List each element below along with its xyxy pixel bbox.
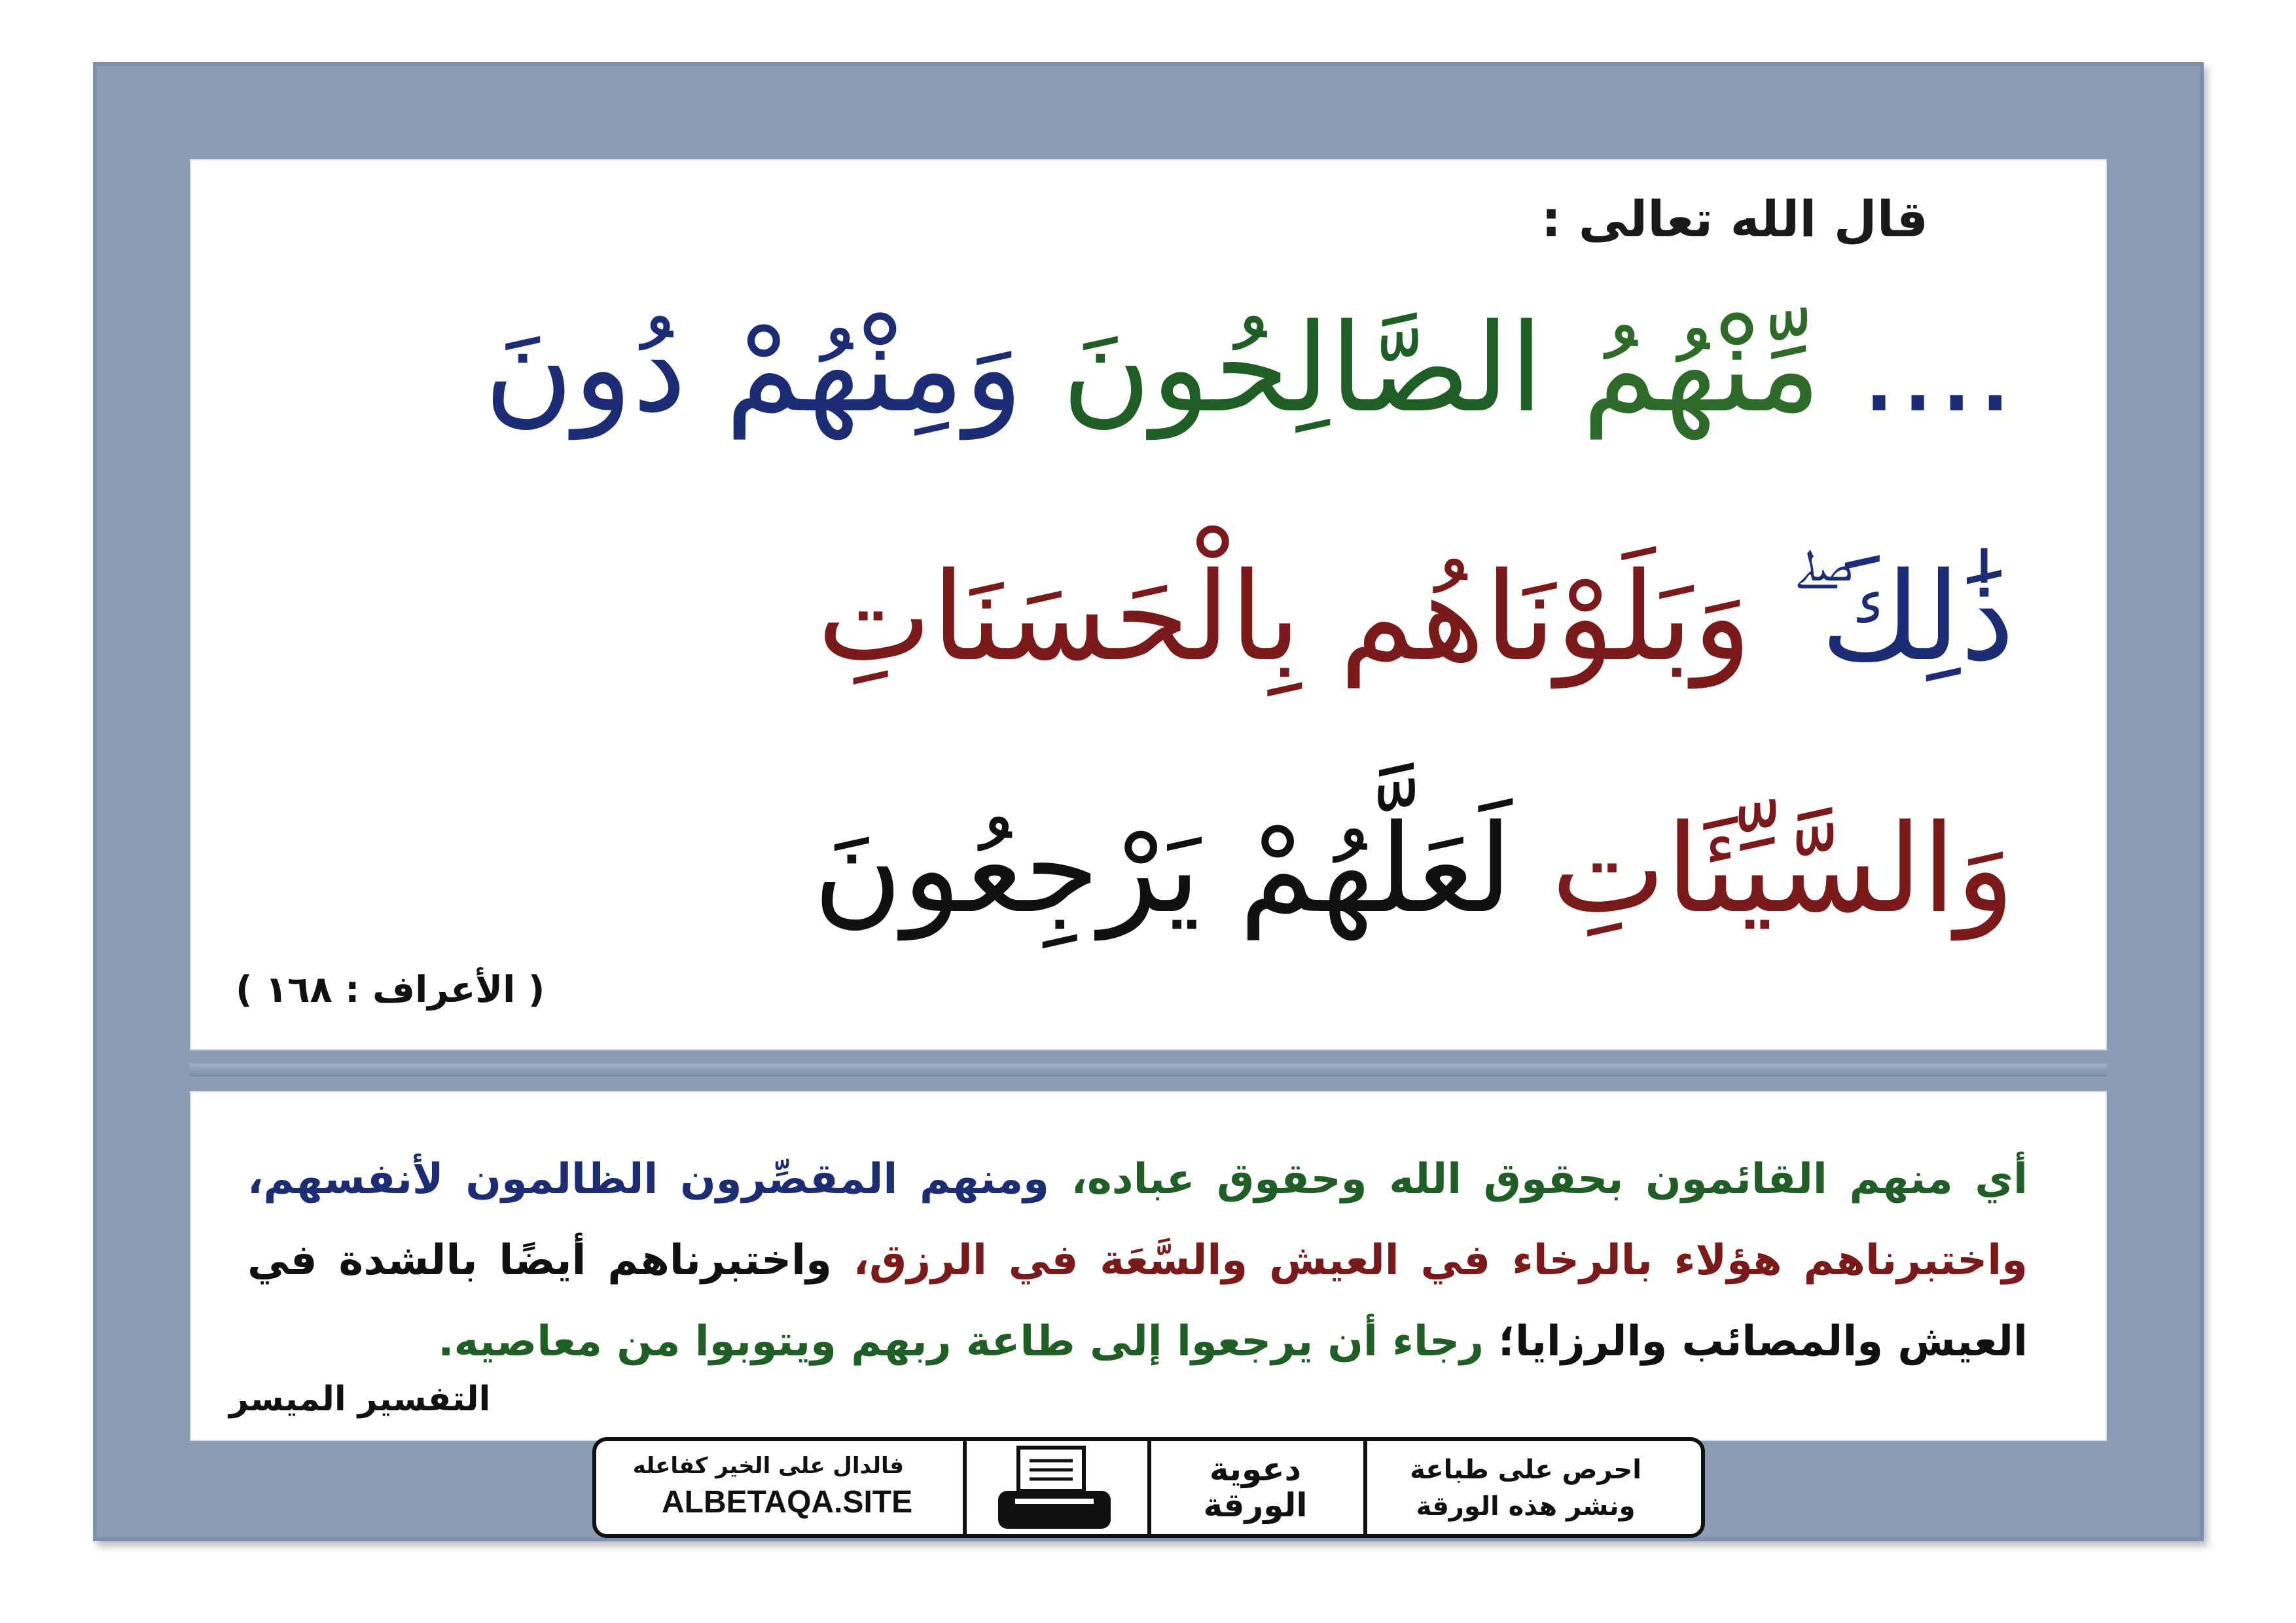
tafsir-source: التفسير الميسر <box>229 1380 491 1419</box>
verse-line-2 <box>817 546 2015 688</box>
footer-banner <box>592 1437 1705 1538</box>
verse-segment: وَمِنْهُمْ دُونَ <box>484 297 1024 439</box>
verse-line-1 <box>484 297 2015 439</box>
verse-segment: الصَّالِحُونَ <box>1023 297 1543 439</box>
footer-print-line: ونشر هذه الورقة <box>1416 1491 1636 1522</box>
logo-text: الورقة <box>1203 1486 1308 1524</box>
tafsir-segment: واختبرناهم هؤلاء بالرخاء في العيش والسَّعَة في الرزق، <box>831 1236 2028 1285</box>
logo-text: دعوية <box>1209 1450 1302 1488</box>
verse-segment: وَبَلَوْنَاهُم بِالْحَسَنَاتِ <box>817 546 1752 688</box>
verse-line-3 <box>813 798 2015 940</box>
divider <box>190 1063 2107 1077</box>
footer-print-line: احرص على طباعة <box>1410 1455 1641 1485</box>
verse-segment: ذَٰلِكَ ۖ <box>1751 546 2015 688</box>
verse-segment: مِّنْهُمُ <box>1543 297 1860 439</box>
footer-site-link[interactable]: ALBETAQA.SITE <box>662 1485 913 1520</box>
tafsir-segment: أي منهم القائمون بحقوق الله وحقوق عباده، <box>1049 1155 2028 1204</box>
tafsir-segment: ومنهم المقصِّرون الظالمون لأنفسهم، <box>247 1155 1049 1204</box>
printer-icon <box>989 1444 1120 1535</box>
footer-separator <box>963 1441 967 1534</box>
footer-separator <box>1147 1441 1151 1534</box>
verse-segment: لَعَلَّهُمْ يَرْجِعُونَ <box>813 798 1513 940</box>
tafsir-segment: واختبرناهم أيضًا بالشدة في العيش والمصائب والرزايا؛ <box>247 1236 2028 1366</box>
footer-print-note <box>1382 1452 1670 1525</box>
verse-citation: ( الأعراف : ١٦٨ ) <box>236 969 545 1011</box>
tafsir-segment: رجاء أن يرجعوا إلى طاعة ربهم ويتوبوا من معاصيه. <box>438 1317 1484 1366</box>
footer-slogan: فالدال على الخير كفاعله <box>632 1453 904 1479</box>
tafsir-text <box>247 1139 2028 1382</box>
intro-heading: قال الله تعالى : <box>1541 190 1928 248</box>
footer-separator <box>1363 1441 1367 1534</box>
verse-segment: .... <box>1859 297 2015 439</box>
verse-segment: وَالسَّيِّئَاتِ <box>1512 798 2015 940</box>
logo <box>1167 1441 1344 1534</box>
